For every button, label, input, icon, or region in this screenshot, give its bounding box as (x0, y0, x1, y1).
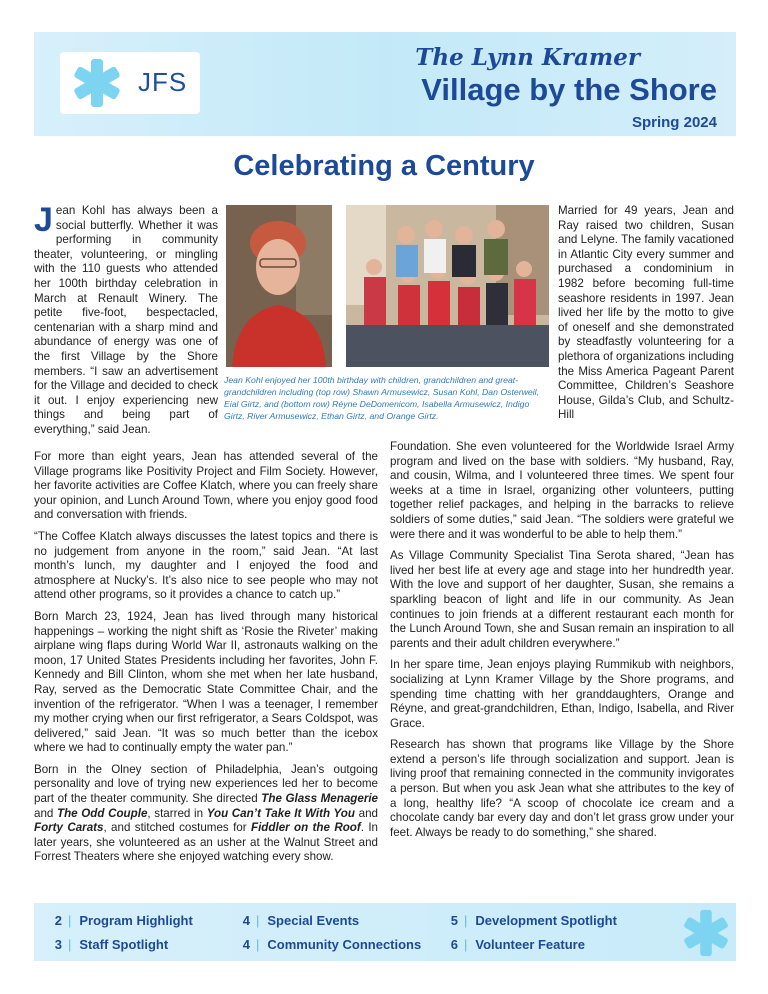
family-photo (346, 205, 549, 367)
photo-caption: Jean Kohl enjoyed her 100th birthday with children, grandchildren and great-grandchildren including (top row) Shawn Armusewicz, Susan Kohl, Dan Osterweil, Eial Girtz, and (bottom row) Réyne DeDomenicom, Isabella Armusewicz, Indigo Girtz, River Armusewicz, Ethan Girtz, and Orange Girtz. (224, 375, 539, 421)
logo-text: JFS (138, 67, 188, 97)
portrait-photo (226, 205, 332, 367)
paragraph: Foundation. She even volunteered for the Worldwide Israel Army program and lived on the base with soldiers. “My husband, Ray, and cousin, Wilma, and I volunteered three times. We spent four weeks at a time in Israel, organizing other volunteers, putting together relief packages, and helping in the barracks to relieve soldiers of some duties,” said Jean. “The soldiers were grateful we were there and it was wonderful to be able to help them.” (390, 440, 734, 541)
intro-text: ean Kohl has always been a social butterfly. Whether it was performing in community theater, volunteering, or mingling with the 110 guests who attended her 100th birthday celebration in March at Renault Winery. The petite five-foot, bespectacled, centenarian with a sharp mind and abundance of energy was one of the first Village by the Shore members. “I saw an advertisement for the Village and decided to check it out. I enjoy experiencing new things and being part of everything,” said Jean. (34, 204, 218, 436)
article-right-top (558, 204, 734, 423)
toc-item-volunteer-feature[interactable]: 6 | Volunteer Feature (450, 937, 585, 952)
paragraph: “The Coffee Klatch always discusses the latest topics and there is no judgement from anyone in the room,” said Jean. “At last month’s lunch, my daughter and I enjoyed the food and atmosphere at Nucky’s. It’s also nice to see people who may not attend other programs, so it provides a chance to catch up.” (34, 529, 378, 602)
paragraph: In her spare time, Jean enjoys playing Rummikub with neighbors, socializing at Lynn Kramer Village by the Shore programs, and spending time chatting with her granddaughters, Orange and Réyne, and great-grandchildren, Ethan, Indigo, Isabella, and River Grace. (390, 658, 734, 730)
paragraph: As Village Community Specialist Tina Serota shared, “Jean has lived her best life at every age and stage into her hundredth year. With the love and support of her daughter, Susan, she remains a sparkling beacon of light and life in our community. As Jean continues to join friends at a different restaurant each month for the Lunch Around Town, she and Susan remain an inspiration to all parents and their adult children everywhere.” (390, 549, 734, 650)
asterisk-star-icon (680, 907, 732, 959)
paragraph-olney: Born in the Olney section of Philadelphia, Jean’s outgoing personality and love of trying new experiences led her to become part of the theater community. She directed The Glass Menagerie and The Odd Couple, starred in You Can’t Take It With You and Forty Carats, and stitched costumes for Fiddler on the Roof. In later years, she volunteered as an usher at the Walnut Street and Forrest Theaters where she enjoyed watching every show. (34, 762, 379, 864)
article-right-column (390, 440, 734, 847)
article-headline: Celebrating a Century (233, 150, 535, 182)
portrait-illustration (226, 205, 332, 367)
paragraph: For more than eight years, Jean has attended several of the Village programs like Positivity Project and Film Society. However, her favorite activities are Coffee Klatch, where you can freely share your opinion, and Lunch Around Town, where you enjoy good food and conversation with friends. (34, 450, 378, 522)
newsletter-script-title: The Lynn Kramer (415, 44, 640, 71)
paragraph: Married for 49 years, Jean and Ray raised two children, Susan and Lelyne. The family vacationed in Atlantic City every summer and purchased a condominium in 1982 before becoming full-time seashore residents in 1997. Jean lived her life by the motto to give of oneself and she demonstrated by steadfastly volunteering for a plethora of organizations including the Miss America Pageant Parent Committee, Children’s Seashore House, Gilda’s Club, and Schultz-Hill (558, 204, 734, 422)
article-intro (34, 201, 218, 438)
asterisk-star-icon (70, 56, 124, 110)
toc-item-special-events[interactable]: 4 | Special Events (242, 913, 360, 928)
article-left-column (34, 450, 378, 872)
dropcap: J (34, 201, 53, 239)
jfs-logo (60, 52, 200, 114)
newsletter-title: Village by the Shore (421, 72, 717, 107)
issue-season: Spring 2024 (631, 114, 717, 131)
paragraph: Born March 23, 1924, Jean has lived through many historical happenings – working the night shift as ‘Rosie the Riveter’ making airplane wing flaps during World War II, astronauts walking on the moon, 17 United States Presidents including her favorites, John F. Kennedy and Bill Clinton, whom she met when her late husband, Ray, served as the Democratic State Committee Chair, and the invention of the refrigerator. “When I was a teenager, I remember my mother crying when our first refrigerator, a Sears Coldspot, was delivered,” said Jean. “It was so much better than the icebox where we had to continually empty the water pan.” (34, 609, 378, 755)
toc-item-program-highlight[interactable]: 2 | Program Highlight (54, 913, 193, 928)
family-illustration (346, 205, 549, 367)
table-of-contents (34, 903, 736, 961)
toc-item-staff-spotlight[interactable]: 3 | Staff Spotlight (54, 937, 169, 952)
paragraph: Research has shown that programs like Village by the Shore extend a person’s life through socialization and support. Jean is living proof that remaining connected in the community invigorates a person. But when you ask Jean what she attributes to the key of a long, healthy life? “A scoop of chocolate ice cream and a chocolate candy bar every day and don’t let grass grow under your feet. Always be ready to do something,” she shared. (390, 738, 734, 839)
toc-item-community-connections[interactable]: 4 | Community Connections (242, 937, 422, 952)
masthead (34, 32, 736, 136)
toc-item-development-spotlight[interactable]: 5 | Development Spotlight (450, 913, 617, 928)
